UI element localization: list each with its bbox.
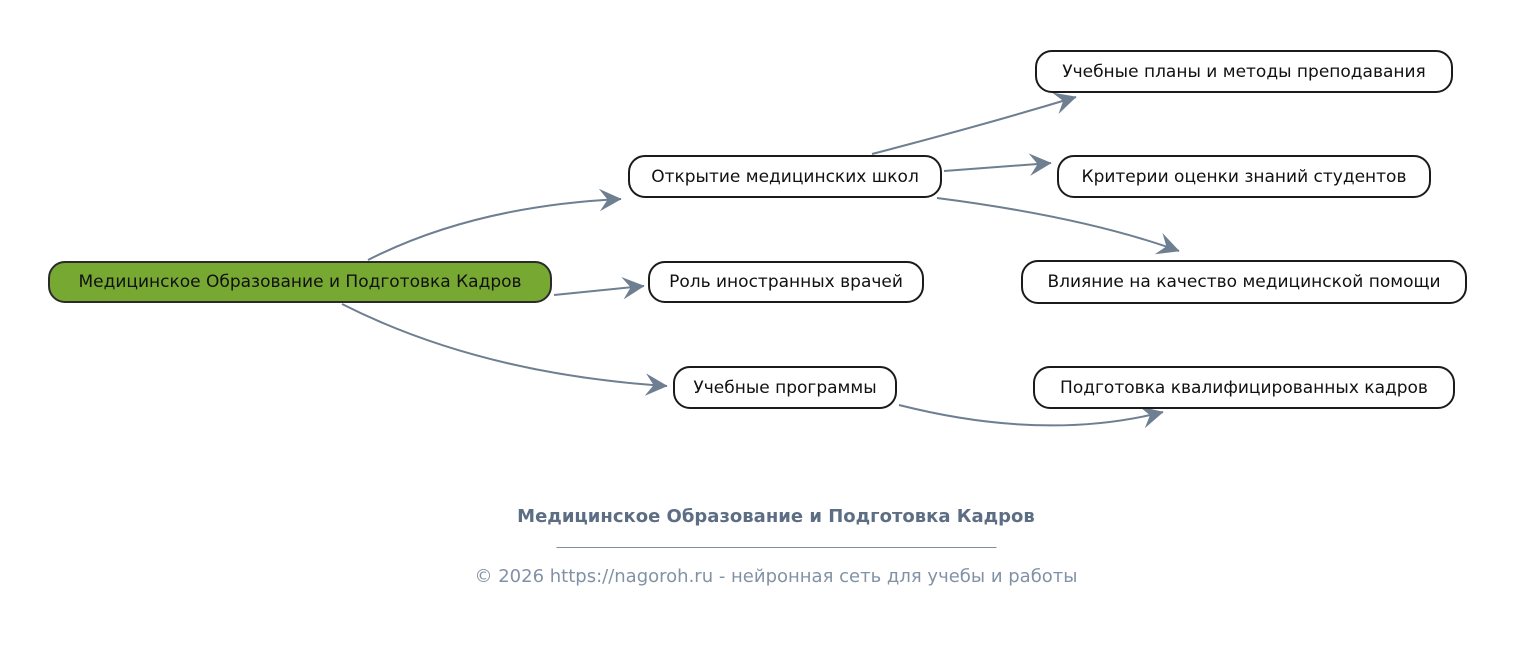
footer-divider bbox=[556, 547, 996, 548]
edge-root-to-opening-medical-schools bbox=[368, 199, 621, 260]
edge-opening-to-assessment-criteria bbox=[944, 163, 1051, 171]
node-opening-medical-schools[interactable]: Открытие медицинских школ bbox=[628, 155, 942, 198]
footer bbox=[474, 506, 1077, 587]
edge-opening-to-impact-on-care-quality bbox=[937, 198, 1179, 251]
node-assessment-criteria[interactable]: Критерии оценки знаний студентов bbox=[1057, 155, 1431, 198]
node-qualified-personnel-training[interactable]: Подготовка квалифицированных кадров bbox=[1033, 366, 1455, 409]
edge-root-to-curricula bbox=[342, 304, 667, 386]
node-role-foreign-doctors[interactable]: Роль иностранных врачей bbox=[648, 261, 924, 303]
node-teaching-plans-methods[interactable]: Учебные планы и методы преподавания bbox=[1035, 50, 1453, 93]
node-curricula[interactable]: Учебные программы bbox=[673, 366, 897, 409]
edge-root-to-role-foreign-doctors bbox=[554, 286, 644, 295]
footer-copyright: © 2026 https://nagoroh.ru - нейронная сеть для учебы и работы bbox=[474, 566, 1078, 587]
node-impact-on-care-quality[interactable]: Влияние на качество медицинской помощи bbox=[1021, 260, 1467, 304]
node-root[interactable]: Медицинское Образование и Подготовка Кадров bbox=[48, 261, 552, 303]
footer-title: Медицинское Образование и Подготовка Кадров bbox=[517, 506, 1035, 527]
edge-opening-to-teaching-plans bbox=[872, 97, 1076, 154]
